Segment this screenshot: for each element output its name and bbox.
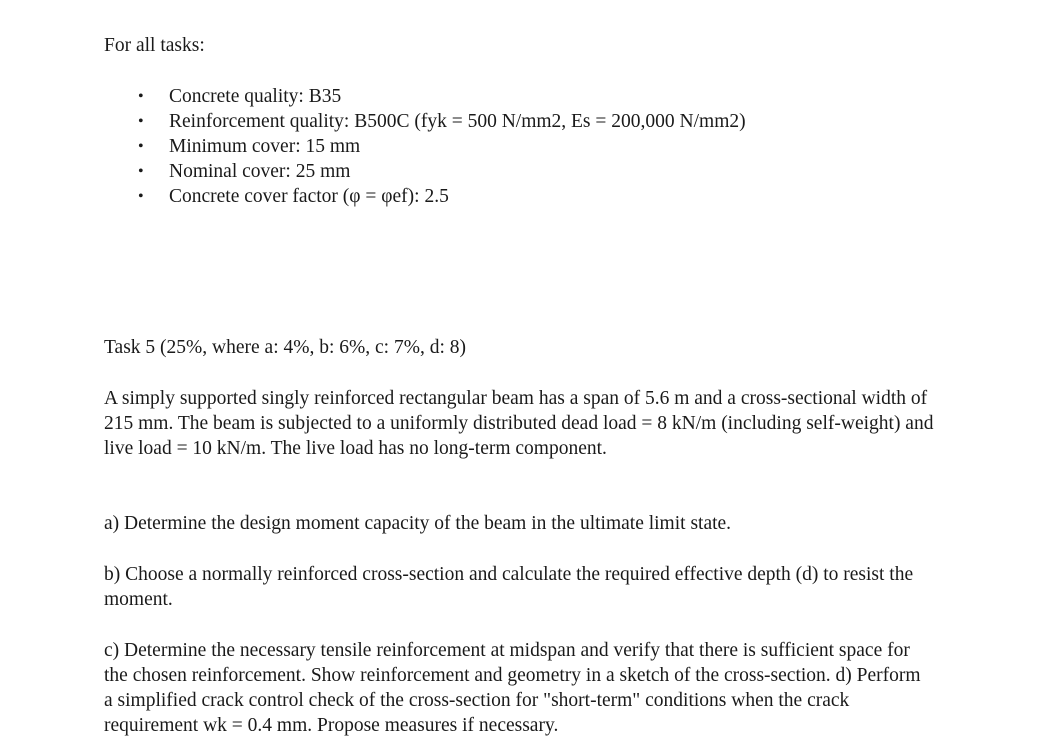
spec-text: Minimum cover: 15 mm [169,136,361,157]
spec-text: Concrete cover factor (φ = φef): 2.5 [169,186,449,207]
bullet-icon: • [138,188,144,205]
bullet-icon: • [138,138,144,155]
spec-text: Concrete quality: B35 [169,86,342,107]
spec-item-cover-factor [104,184,746,209]
spec-item-concrete [104,84,746,109]
spec-item-reinforcement [104,109,746,134]
bullet-icon: • [138,113,144,130]
intro-heading: For all tasks: [104,35,205,56]
task-part-b: b) Choose a normally reinforced cross-section and calculate the required effective depth (d) to resist the moment. [104,564,914,610]
spec-text: Reinforcement quality: B500C (fyk = 500 N/mm2, Es = 200,000 N/mm2) [169,111,746,132]
task-part-a: a) Determine the design moment capacity of the beam in the ultimate limit state. [104,513,732,534]
specification-list [104,84,746,209]
spec-item-minimum-cover [104,134,746,159]
bullet-icon: • [138,88,144,105]
bullet-icon: • [138,163,144,180]
task-part-c: c) Determine the necessary tensile reinforcement at midspan and verify that there is sufficient space for the chosen reinforcement. Show reinforcement and geometry in a sketch of the cross-section. d) Perform a simplified crack control check of the cross-section for "short-term" conditions when the crack requirement wk = 0.4 mm. Propose measures if necessary. [104,640,921,736]
spec-item-nominal-cover [104,159,746,184]
task-description: A simply supported singly reinforced rectangular beam has a span of 5.6 m and a cross-sectional width of 215 mm. The beam is subjected to a uniformly distributed dead load = 8 kN/m (including self-weight) and live load = 10 kN/m. The live load has no long-term component. [104,388,934,459]
spec-text: Nominal cover: 25 mm [169,161,351,182]
task-title: Task 5 (25%, where a: 4%, b: 6%, c: 7%, d: 8) [104,337,466,358]
document-page [104,0,934,744]
